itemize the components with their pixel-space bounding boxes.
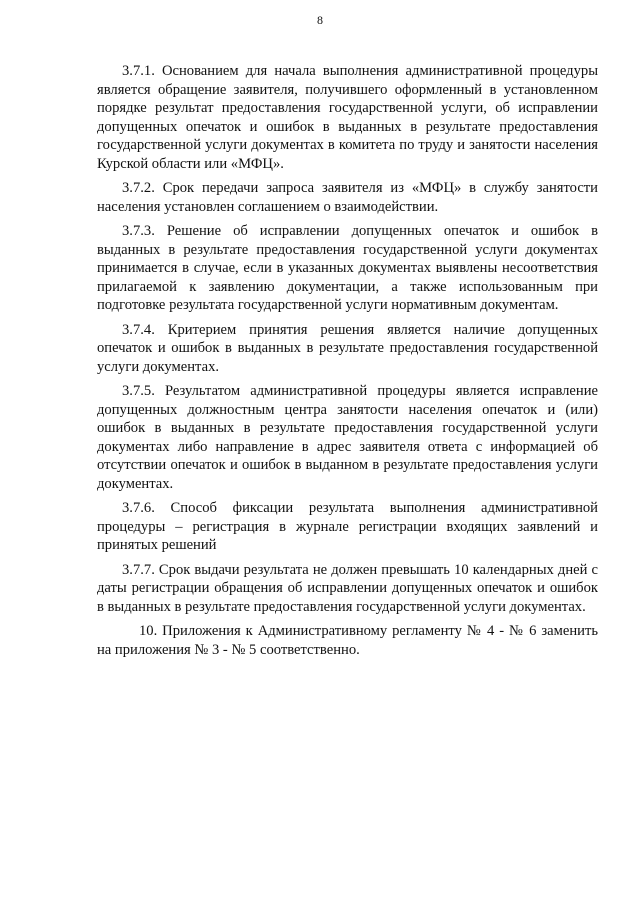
paragraph-3-7-1: 3.7.1. Основанием для начала выполнения административной процедуры является обращение заявителя, получившего оформленный в установленном порядке результат предоставления государственной услуги, об исправлении допущенных опечаток и ошибок в выданных в результате предоставления государственной услуги документах в комитета по труду и занятости населения Курской области или «МФЦ». [97, 63, 598, 172]
paragraph-3-7-7: 3.7.7. Срок выдачи результата не должен превышать 10 календарных дней с даты регистрации обращения об исправлении допущенных опечаток и ошибок в выданных в результате предоставления государственной услуги документах. [97, 561, 598, 615]
paragraph-3-7-4: 3.7.4. Критерием принятия решения является наличие допущенных опечаток и ошибок в выданных в результате предоставления государственной услуги документах. [97, 321, 598, 375]
paragraph-3-7-5: 3.7.5. Результатом административной процедуры является исправление допущенных должностным центра занятости населения опечаток и (или) ошибок в выданных в результате предоставления государственной услуги документах либо направление в адрес заявителя ответа с информацией об отсутствии опечаток и ошибок в выданном в результате предоставления услуги документах. [97, 383, 598, 492]
paragraph-3-7-6: 3.7.6. Способ фиксации результата выполнения административной процедуры – регистрация в журнале регистрации входящих заявлений и принятых решений [97, 500, 598, 553]
paragraph-3-7-2: 3.7.2. Срок передачи запроса заявителя из «МФЦ» в службу занятости населения установлен соглашением о взаимодействии. [97, 180, 598, 215]
document-body [97, 62, 598, 665]
paragraph-10: 10. Приложения к Административному регламенту № 4 - № 6 заменить на приложения № 3 - № 5 соответственно. [97, 623, 598, 658]
page-number: 8 [317, 13, 323, 27]
paragraph-3-7-3: 3.7.3. Решение об исправлении допущенных опечаток и ошибок в выданных в результате предоставления государственной услуги документах принимается в случае, если в указанных документах выявлены несоответствия прилагаемой к заявлению документации, а также использованным при подготовке результата государственной услуги нормативным документам. [97, 223, 598, 313]
